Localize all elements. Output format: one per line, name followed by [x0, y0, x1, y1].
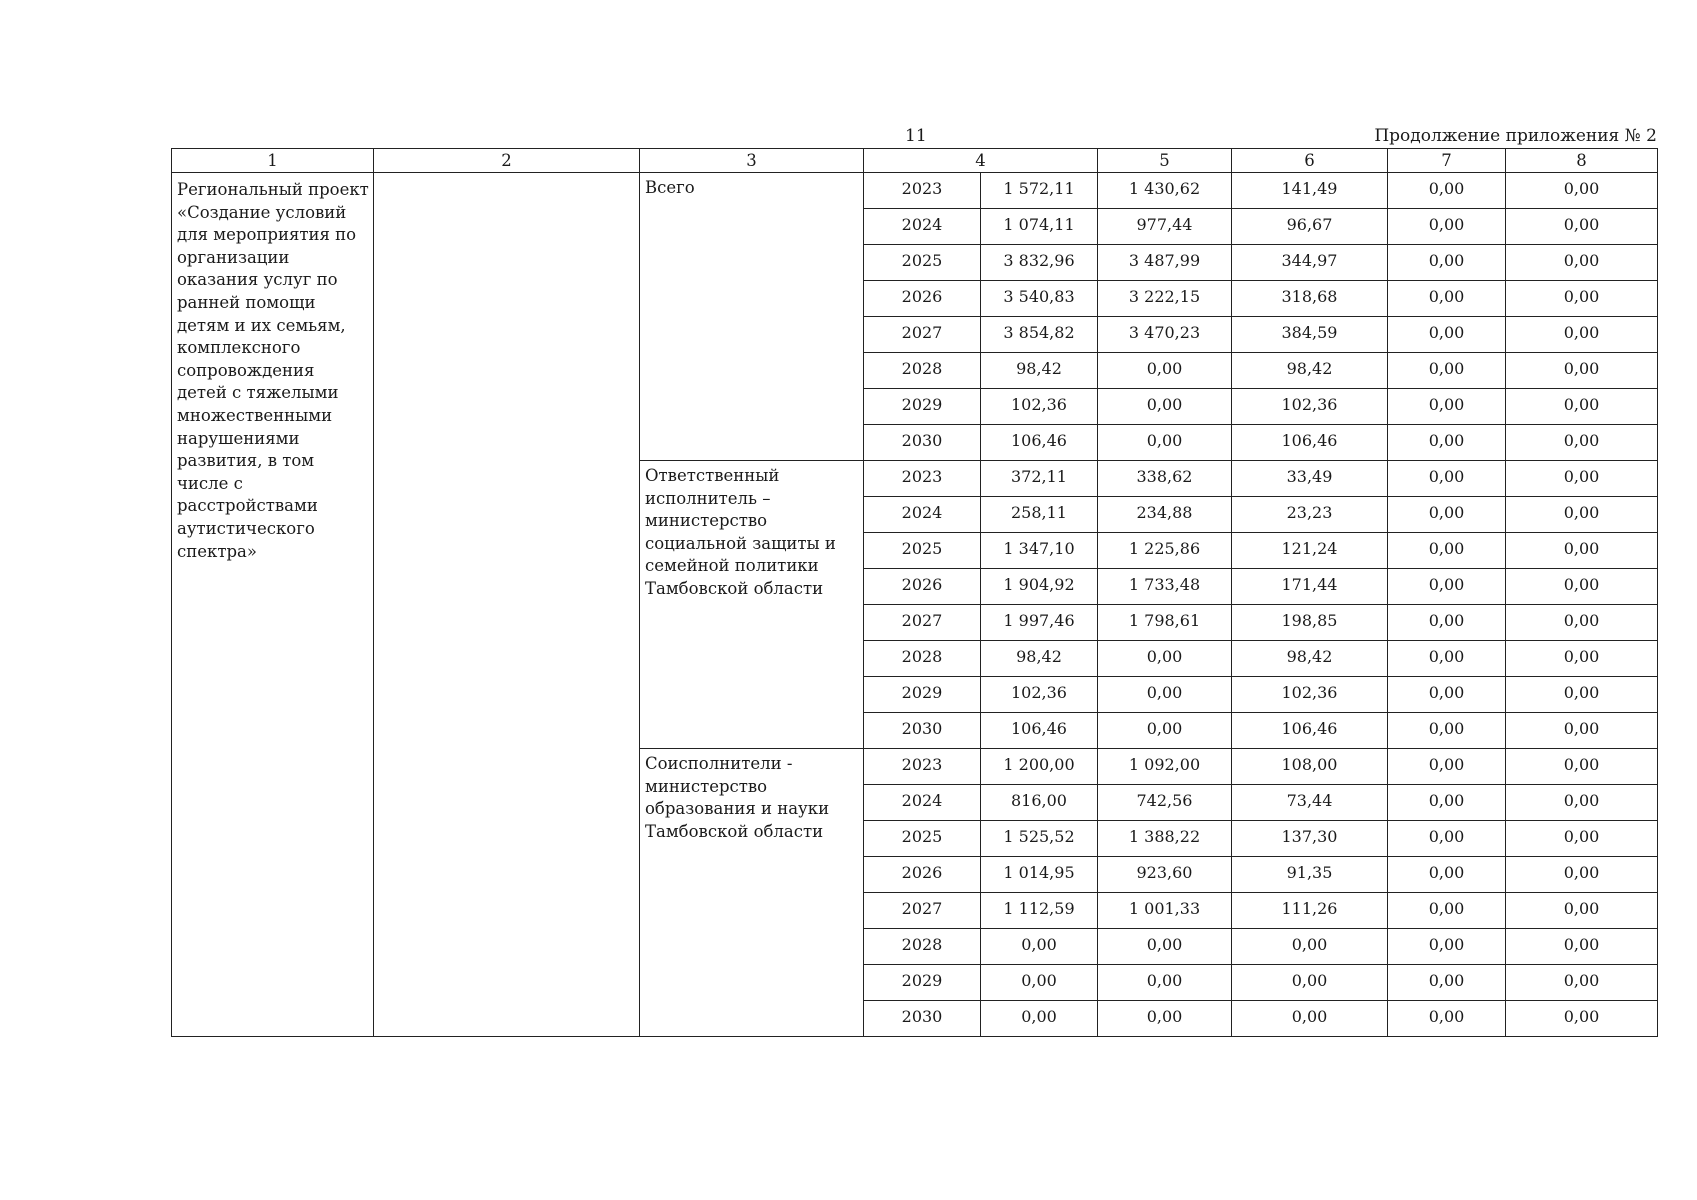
- federal-budget-cell: 1 733,48: [1098, 569, 1232, 605]
- extrabudgetary-cell: 0,00: [1506, 497, 1658, 533]
- extrabudgetary-cell: 0,00: [1506, 857, 1658, 893]
- total-cell: 0,00: [981, 965, 1098, 1001]
- year-cell: 2028: [864, 641, 981, 677]
- total-cell: 1 904,92: [981, 569, 1098, 605]
- regional-budget-cell: 111,26: [1232, 893, 1388, 929]
- extrabudgetary-cell: 0,00: [1506, 749, 1658, 785]
- column-header-4: 4: [864, 149, 1098, 173]
- local-budget-cell: 0,00: [1388, 569, 1506, 605]
- year-cell: 2026: [864, 281, 981, 317]
- total-cell: 1 572,11: [981, 173, 1098, 209]
- extrabudgetary-cell: 0,00: [1506, 677, 1658, 713]
- regional-budget-cell: 91,35: [1232, 857, 1388, 893]
- year-cell: 2023: [864, 461, 981, 497]
- extrabudgetary-cell: 0,00: [1506, 317, 1658, 353]
- column-header-8: 8: [1506, 149, 1658, 173]
- year-cell: 2029: [864, 965, 981, 1001]
- year-cell: 2023: [864, 749, 981, 785]
- total-cell: 102,36: [981, 389, 1098, 425]
- total-cell: 1 525,52: [981, 821, 1098, 857]
- year-cell: 2028: [864, 929, 981, 965]
- federal-budget-cell: 742,56: [1098, 785, 1232, 821]
- total-cell: 816,00: [981, 785, 1098, 821]
- year-cell: 2030: [864, 713, 981, 749]
- total-cell: 1 347,10: [981, 533, 1098, 569]
- total-cell: 102,36: [981, 677, 1098, 713]
- local-budget-cell: 0,00: [1388, 893, 1506, 929]
- local-budget-cell: 0,00: [1388, 353, 1506, 389]
- extrabudgetary-cell: 0,00: [1506, 425, 1658, 461]
- extrabudgetary-cell: 0,00: [1506, 965, 1658, 1001]
- local-budget-cell: 0,00: [1388, 1001, 1506, 1037]
- local-budget-cell: 0,00: [1388, 713, 1506, 749]
- total-cell: 106,46: [981, 425, 1098, 461]
- local-budget-cell: 0,00: [1388, 605, 1506, 641]
- federal-budget-cell: 338,62: [1098, 461, 1232, 497]
- regional-budget-cell: 98,42: [1232, 641, 1388, 677]
- year-cell: 2024: [864, 209, 981, 245]
- regional-budget-cell: 73,44: [1232, 785, 1388, 821]
- local-budget-cell: 0,00: [1388, 209, 1506, 245]
- local-budget-cell: 0,00: [1388, 245, 1506, 281]
- page-number: 11: [905, 126, 927, 146]
- regional-budget-cell: 106,46: [1232, 713, 1388, 749]
- total-cell: 1 112,59: [981, 893, 1098, 929]
- federal-budget-cell: 3 487,99: [1098, 245, 1232, 281]
- local-budget-cell: 0,00: [1388, 641, 1506, 677]
- federal-budget-cell: 1 388,22: [1098, 821, 1232, 857]
- regional-budget-cell: 344,97: [1232, 245, 1388, 281]
- funding-source-cell: Соисполнители - министерство образования и науки Тамбовской области: [640, 749, 864, 1037]
- year-cell: 2027: [864, 605, 981, 641]
- federal-budget-cell: 0,00: [1098, 713, 1232, 749]
- regional-budget-cell: 0,00: [1232, 1001, 1388, 1037]
- extrabudgetary-cell: 0,00: [1506, 929, 1658, 965]
- local-budget-cell: 0,00: [1388, 785, 1506, 821]
- total-cell: 3 832,96: [981, 245, 1098, 281]
- local-budget-cell: 0,00: [1388, 317, 1506, 353]
- year-cell: 2030: [864, 425, 981, 461]
- extrabudgetary-cell: 0,00: [1506, 821, 1658, 857]
- column-2-cell: [374, 173, 640, 1037]
- regional-budget-cell: 102,36: [1232, 389, 1388, 425]
- regional-budget-cell: 108,00: [1232, 749, 1388, 785]
- total-cell: 98,42: [981, 353, 1098, 389]
- year-cell: 2025: [864, 533, 981, 569]
- federal-budget-cell: 0,00: [1098, 641, 1232, 677]
- total-cell: 3 854,82: [981, 317, 1098, 353]
- total-cell: 1 997,46: [981, 605, 1098, 641]
- extrabudgetary-cell: 0,00: [1506, 353, 1658, 389]
- year-cell: 2026: [864, 857, 981, 893]
- year-cell: 2025: [864, 821, 981, 857]
- column-header-2: 2: [374, 149, 640, 173]
- regional-budget-cell: 384,59: [1232, 317, 1388, 353]
- year-cell: 2029: [864, 389, 981, 425]
- local-budget-cell: 0,00: [1388, 821, 1506, 857]
- federal-budget-cell: 0,00: [1098, 677, 1232, 713]
- federal-budget-cell: 0,00: [1098, 389, 1232, 425]
- table-row: [172, 173, 1658, 209]
- project-name-cell: Региональный проект «Создание условий для мероприятия по организации оказания услуг по ранней помощи детям и их семьям, комплексного сопровождения детей с тяжелыми множественными нарушениями развития, в том числе с расстройствами аутистического спектра»: [172, 173, 374, 1037]
- regional-budget-cell: 171,44: [1232, 569, 1388, 605]
- total-cell: 1 200,00: [981, 749, 1098, 785]
- local-budget-cell: 0,00: [1388, 389, 1506, 425]
- local-budget-cell: 0,00: [1388, 281, 1506, 317]
- federal-budget-cell: 3 470,23: [1098, 317, 1232, 353]
- total-cell: 0,00: [981, 929, 1098, 965]
- regional-budget-cell: 23,23: [1232, 497, 1388, 533]
- total-cell: 372,11: [981, 461, 1098, 497]
- extrabudgetary-cell: 0,00: [1506, 893, 1658, 929]
- local-budget-cell: 0,00: [1388, 677, 1506, 713]
- appendix-continuation-label: Продолжение приложения № 2: [1374, 126, 1657, 146]
- local-budget-cell: 0,00: [1388, 533, 1506, 569]
- regional-budget-cell: 318,68: [1232, 281, 1388, 317]
- regional-budget-cell: 137,30: [1232, 821, 1388, 857]
- year-cell: 2027: [864, 893, 981, 929]
- column-header-1: 1: [172, 149, 374, 173]
- year-cell: 2030: [864, 1001, 981, 1037]
- regional-budget-cell: 98,42: [1232, 353, 1388, 389]
- extrabudgetary-cell: 0,00: [1506, 461, 1658, 497]
- extrabudgetary-cell: 0,00: [1506, 1001, 1658, 1037]
- column-header-6: 6: [1232, 149, 1388, 173]
- extrabudgetary-cell: 0,00: [1506, 245, 1658, 281]
- year-cell: 2029: [864, 677, 981, 713]
- year-cell: 2025: [864, 245, 981, 281]
- local-budget-cell: 0,00: [1388, 857, 1506, 893]
- regional-budget-cell: 121,24: [1232, 533, 1388, 569]
- funding-table: [171, 148, 1658, 1037]
- federal-budget-cell: 1 430,62: [1098, 173, 1232, 209]
- federal-budget-cell: 1 225,86: [1098, 533, 1232, 569]
- federal-budget-cell: 1 092,00: [1098, 749, 1232, 785]
- federal-budget-cell: 0,00: [1098, 425, 1232, 461]
- regional-budget-cell: 0,00: [1232, 929, 1388, 965]
- local-budget-cell: 0,00: [1388, 749, 1506, 785]
- extrabudgetary-cell: 0,00: [1506, 785, 1658, 821]
- local-budget-cell: 0,00: [1388, 929, 1506, 965]
- local-budget-cell: 0,00: [1388, 965, 1506, 1001]
- total-cell: 1 014,95: [981, 857, 1098, 893]
- year-cell: 2023: [864, 173, 981, 209]
- column-number-row: [172, 149, 1658, 173]
- federal-budget-cell: 1 001,33: [1098, 893, 1232, 929]
- regional-budget-cell: 141,49: [1232, 173, 1388, 209]
- extrabudgetary-cell: 0,00: [1506, 605, 1658, 641]
- local-budget-cell: 0,00: [1388, 461, 1506, 497]
- year-cell: 2024: [864, 497, 981, 533]
- total-cell: 1 074,11: [981, 209, 1098, 245]
- local-budget-cell: 0,00: [1388, 425, 1506, 461]
- table-body: [172, 149, 1658, 1037]
- regional-budget-cell: 198,85: [1232, 605, 1388, 641]
- local-budget-cell: 0,00: [1388, 173, 1506, 209]
- column-header-3: 3: [640, 149, 864, 173]
- year-cell: 2026: [864, 569, 981, 605]
- extrabudgetary-cell: 0,00: [1506, 281, 1658, 317]
- regional-budget-cell: 96,67: [1232, 209, 1388, 245]
- extrabudgetary-cell: 0,00: [1506, 209, 1658, 245]
- funding-source-cell: Ответственный исполнитель – министерство социальной защиты и семейной политики Тамбовской области: [640, 461, 864, 749]
- regional-budget-cell: 102,36: [1232, 677, 1388, 713]
- extrabudgetary-cell: 0,00: [1506, 713, 1658, 749]
- federal-budget-cell: 234,88: [1098, 497, 1232, 533]
- total-cell: 106,46: [981, 713, 1098, 749]
- funding-source-cell: Всего: [640, 173, 864, 461]
- federal-budget-cell: 3 222,15: [1098, 281, 1232, 317]
- column-header-5: 5: [1098, 149, 1232, 173]
- federal-budget-cell: 0,00: [1098, 1001, 1232, 1037]
- extrabudgetary-cell: 0,00: [1506, 173, 1658, 209]
- federal-budget-cell: 0,00: [1098, 929, 1232, 965]
- extrabudgetary-cell: 0,00: [1506, 569, 1658, 605]
- total-cell: 98,42: [981, 641, 1098, 677]
- federal-budget-cell: 977,44: [1098, 209, 1232, 245]
- federal-budget-cell: 0,00: [1098, 353, 1232, 389]
- federal-budget-cell: 923,60: [1098, 857, 1232, 893]
- federal-budget-cell: 1 798,61: [1098, 605, 1232, 641]
- federal-budget-cell: 0,00: [1098, 965, 1232, 1001]
- extrabudgetary-cell: 0,00: [1506, 389, 1658, 425]
- regional-budget-cell: 106,46: [1232, 425, 1388, 461]
- regional-budget-cell: 0,00: [1232, 965, 1388, 1001]
- column-header-7: 7: [1388, 149, 1506, 173]
- regional-budget-cell: 33,49: [1232, 461, 1388, 497]
- extrabudgetary-cell: 0,00: [1506, 533, 1658, 569]
- year-cell: 2028: [864, 353, 981, 389]
- total-cell: 3 540,83: [981, 281, 1098, 317]
- year-cell: 2024: [864, 785, 981, 821]
- year-cell: 2027: [864, 317, 981, 353]
- total-cell: 0,00: [981, 1001, 1098, 1037]
- local-budget-cell: 0,00: [1388, 497, 1506, 533]
- extrabudgetary-cell: 0,00: [1506, 641, 1658, 677]
- total-cell: 258,11: [981, 497, 1098, 533]
